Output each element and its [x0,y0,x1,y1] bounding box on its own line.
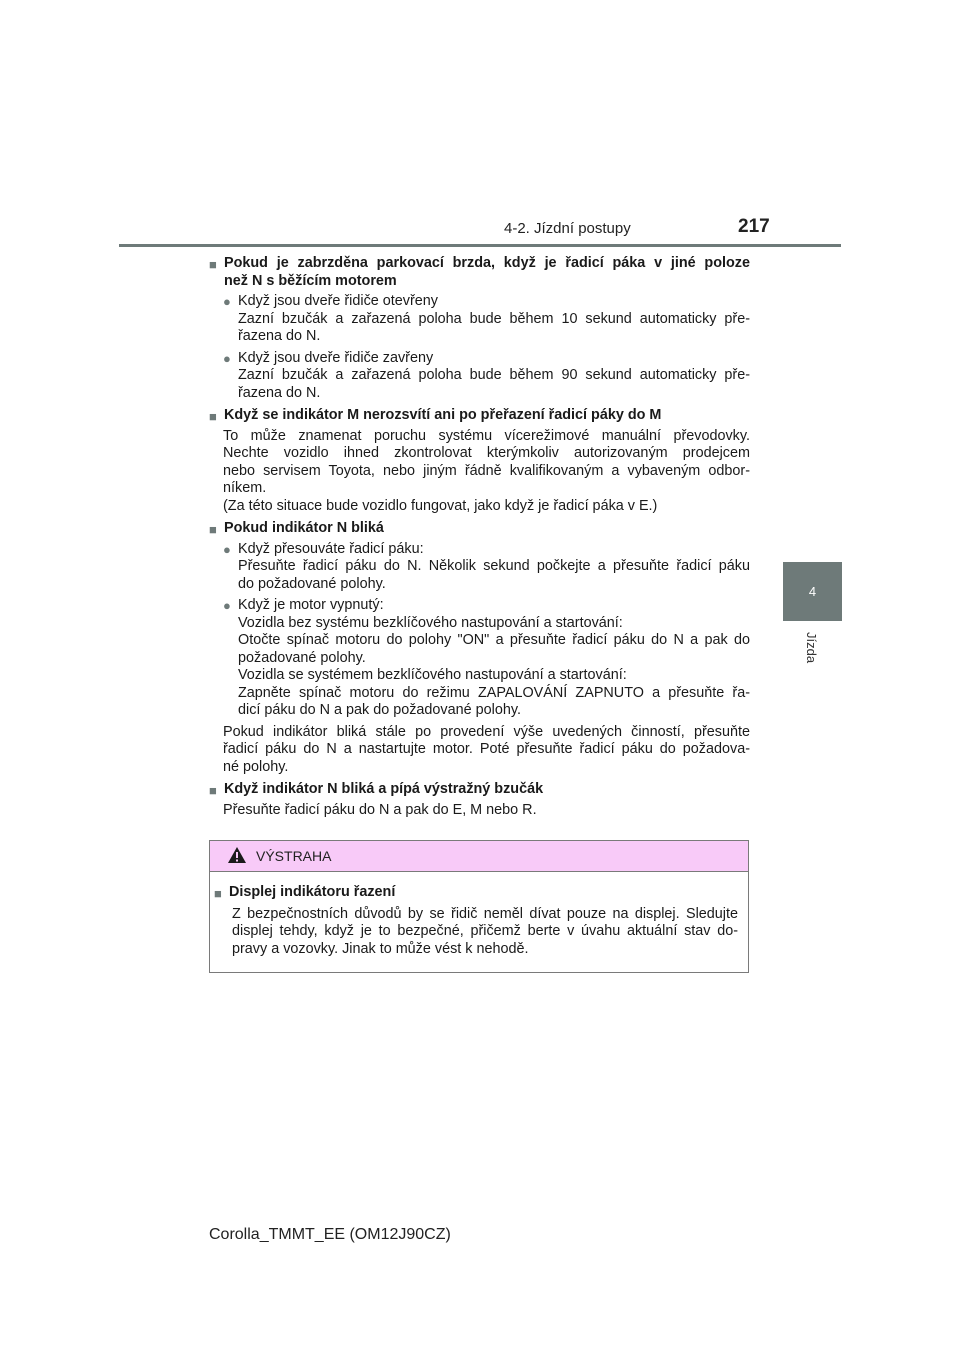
circle-bullet-icon: ● [223,294,231,309]
main-content [209,255,750,824]
warning-triangle-icon [227,846,247,864]
text-line: níkem. [223,480,267,496]
text-line: řazena do N. [238,384,321,401]
text-line: Otočte spínač motoru do polohy "ON" a přesuňte řadicí páku do N a pak do [238,632,750,648]
text-line: Když jsou dveře řidiče otevřeny [238,293,438,309]
text-line: Když je motor vypnutý: [238,597,384,613]
text-line: do požadované polohy. [238,575,386,592]
warning-body [210,872,748,958]
text-line: Když jsou dveře řidiče zavřeny [238,349,434,366]
section [209,407,750,515]
section [209,781,750,819]
warning-header [210,841,748,872]
text-line: Přesuňte řadicí páku do N a pak do E, M nebo R. [223,801,537,818]
heading-line: Když se indikátor M nerozsvítí ani po přeřazení řadicí páky do M [224,407,662,423]
circle-bullet-icon: ● [223,350,231,366]
square-bullet-icon: ■ [209,783,217,798]
warning-paragraph [214,906,738,959]
text-line: To může znamenat poruchu systému vícerežimové manuální převodovky. [223,427,750,444]
bullet-item [209,293,750,346]
square-bullet-icon: ■ [209,409,217,424]
circle-bullet-icon: ● [223,541,231,557]
header-section-title: 4-2. Jízdní postupy [504,220,631,237]
text-line: Zazní bzučák a zařazená poloha bude během 10 sekund automaticky pře- [238,310,750,327]
text-line: Nechte vozidlo ihned zkontrolovat kterýmkoliv autorizovaným prodejcem [223,445,750,461]
footer-text: Corolla_TMMT_EE (OM12J90CZ) [209,1226,451,1243]
text-line: Z bezpečnostních důvodů by se řidič neměl dívat pouze na displej. Sledujte [232,905,738,922]
section-heading [209,520,750,538]
text-line: Když přesouváte řadicí páku: [238,540,424,557]
page-number: 217 [738,216,770,237]
chapter-title: Jízda [804,632,819,664]
paragraph [209,724,750,777]
heading-line: Pokud je zabrzděna parkovací brzda, když je řadicí páka v jiné poloze [224,255,750,271]
circle-bullet-icon: ● [223,598,231,613]
heading-line: Displej indikátoru řazení [229,884,396,900]
warning-title: VÝSTRAHA [256,848,332,864]
section [209,520,750,776]
text-line: Vozidla bez systému bezklíčového nastupování a startování: [238,614,623,631]
text-line: Zapněte spínač motoru do režimu ZAPALOVÁNÍ ZAPNUTO a přesuňte řa- [238,684,750,701]
text-line: Pokud indikátor bliká stále po provedení výše uvedených činností, přesuňte [223,723,750,740]
heading-line: Když indikátor N bliká a pípá výstražný bzučák [224,781,544,797]
text-line: Vozidla se systémem bezklíčového nastupování a startování: [238,667,627,683]
text-line: řadicí páku do N a nastartujte motor. Poté přesuňte řadicí páku do požadova- [223,741,750,757]
chapter-number: 4 [808,584,817,599]
bullet-item [209,541,750,594]
square-bullet-icon: ■ [209,522,217,537]
section-heading [209,255,750,290]
bullet-item [209,597,750,720]
section [209,255,750,402]
heading-line: než N s běžícím motorem [224,272,397,289]
paragraph [209,428,750,516]
text-line: dicí páku do N a pak do požadované polohy. [238,702,521,718]
text-line: pravy a vozovky. Jinak to může vést k nehodě. [232,940,529,957]
heading-line: Pokud indikátor N bliká [224,520,384,536]
section-heading [209,407,750,425]
text-line: Přesuňte řadicí páku do N. Několik sekund počkejte a přesuňte řadicí páku [238,558,750,574]
text-line: nebo servisem Toyota, nebo jiným řádně kvalifikovaným a vybaveným odbor- [223,462,750,479]
header-rule [119,244,841,247]
square-bullet-icon: ■ [209,257,217,272]
text-line: displej tehdy, když je to bezpečné, přičemž berte v úvahu aktuální stav do- [232,923,738,939]
warning-box [209,840,749,973]
section-heading [209,781,750,799]
text-line: požadované polohy. [238,649,366,666]
text-line: (Za této situace bude vozidlo fungovat, jako když je řadicí páka v E.) [223,497,658,514]
text-line: Zazní bzučák a zařazená poloha bude během 90 sekund automaticky pře- [238,367,750,383]
bullet-item [209,350,750,403]
chapter-tab[interactable] [783,562,842,621]
warning-heading [214,884,738,902]
text-line: né polohy. [223,758,289,775]
text-line: řazena do N. [238,328,321,344]
square-bullet-icon: ■ [214,886,222,901]
paragraph [209,802,750,820]
